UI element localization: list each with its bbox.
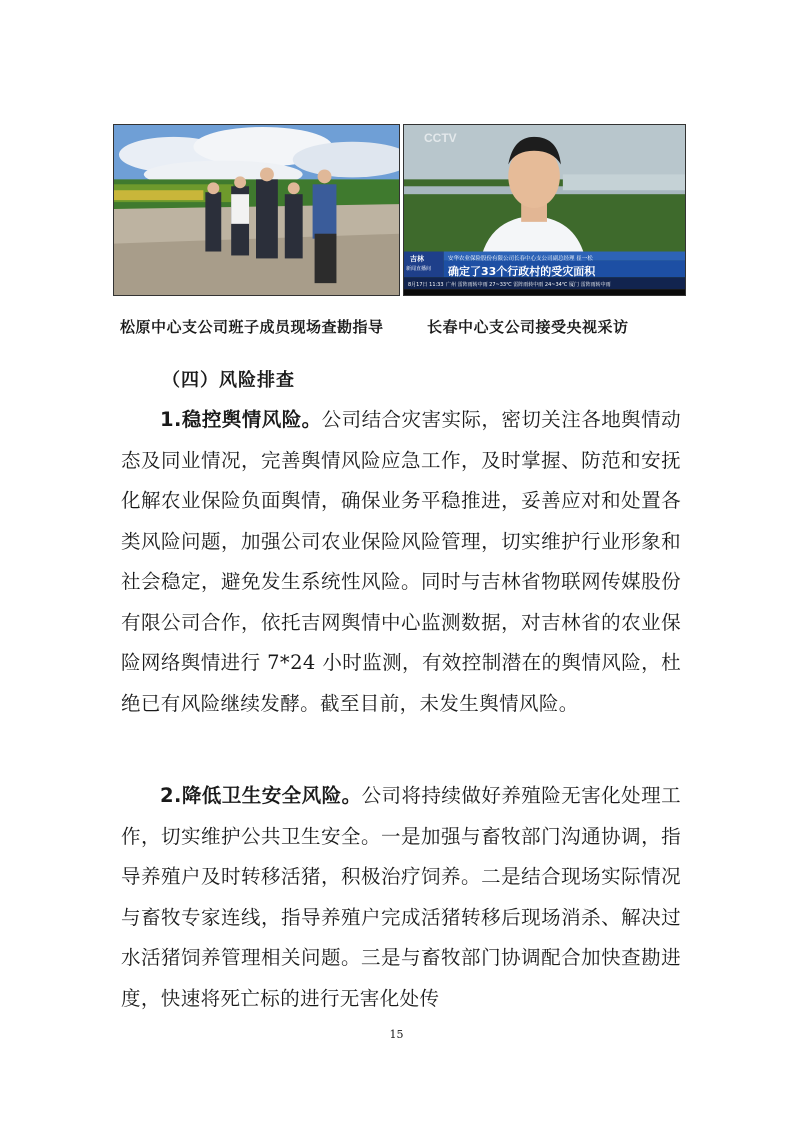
page-number: 15: [389, 1028, 404, 1041]
paragraph-lead: 2.降低卫生安全风险。: [160, 784, 362, 807]
section-heading: （四）风险排查: [162, 370, 295, 391]
paragraph-public-opinion-risk: [121, 400, 681, 724]
field-inspection-image: [114, 125, 399, 295]
news-tag: 吉林: [410, 255, 424, 263]
photo-caption-left: 松原中心支公司班子成员现场查勘指导: [120, 318, 384, 336]
news-subtag: 新闻直播间: [406, 266, 432, 272]
cctv-logo: CCTV: [424, 131, 457, 145]
paragraph-body: 公司将持续做好养殖险无害化处理工作，切实维护公共卫生安全。一是加强与畜牧部门沟通协调，指导养殖户及时转移活猪，积极治疗饲养。二是结合现场实际情况与畜牧专家连线，指导养殖户完成活猪转移后现场消杀、解决过水活猪饲养管理相关问题。三是与畜牧部门协调配合加快查勘进度，快速将死亡标的进行无害化处传: [121, 784, 681, 1010]
paragraph-health-safety-risk: [121, 776, 681, 1019]
photo-caption-right: 长春中心支公司接受央视采访: [427, 318, 629, 336]
weather-ticker: 广州 雷阵雨转中雨 27~33℃ 雷阵雨转中雨 24~34℃ 厦门 雷阵雨转中雨: [446, 282, 611, 288]
cctv-interview-photo: [403, 124, 686, 296]
interviewee-name: 安华农业保险股份有限公司长春中心支公司副总经理 崔一松: [448, 256, 593, 262]
paragraph-lead: 1.稳控舆情风险。: [160, 408, 322, 431]
paragraph-body: 公司结合灾害实际，密切关注各地舆情动态及同业情况，完善舆情风险应急工作，及时掌握、防范和安抚化解农业保险负面舆情，确保业务平稳推进，妥善应对和处置各类风险问题，加强公司农业保险风险管理，切实维护行业形象和社会稳定，避免发生系统性风险。同时与吉林省物联网传媒股份有限公司合作，依托吉网舆情中心监测数据，对吉林省的农业保险网络舆情进行 7*24 小时监测，有效控制潜在的舆情风险，杜绝已有风险继续发酵。截至目前，未发生舆情风险。: [121, 408, 682, 715]
ticker-time: 8月17日 11:33: [408, 282, 444, 288]
news-headline: 确定了33个行政村的受灾面积: [448, 265, 596, 278]
field-inspection-photo: [113, 124, 400, 296]
